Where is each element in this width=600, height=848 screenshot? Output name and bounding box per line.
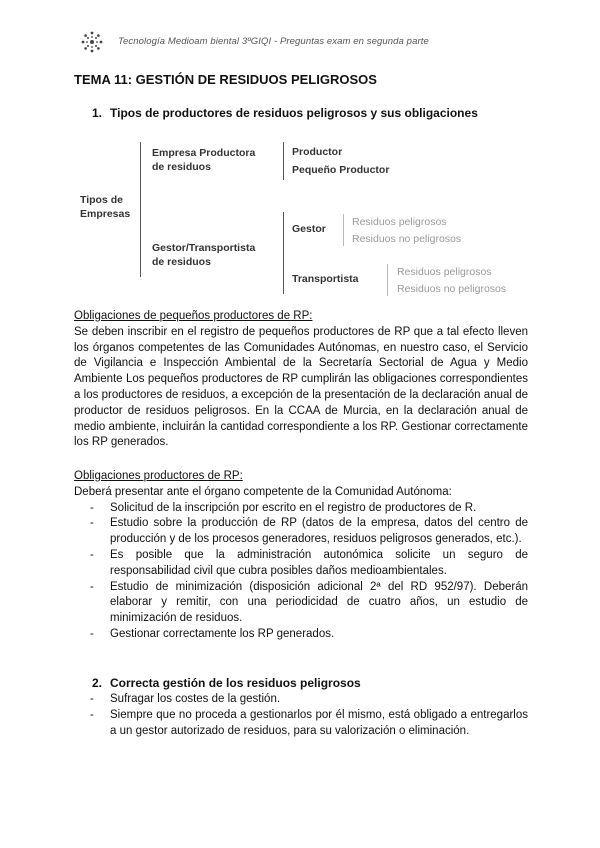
list-item-text: Es posible que la administración autonómica solicite un seguro de responsabilidad civil que cubra posibles daños medioambientales. bbox=[110, 548, 528, 577]
transp-rp-label: Residuos peligrosos bbox=[397, 266, 492, 278]
company-types-diagram bbox=[0, 0, 600, 310]
diagram-root-line1: Tipos de bbox=[80, 194, 123, 206]
list-item-text: Gestionar correctamente los RP generados. bbox=[110, 627, 335, 640]
gestor-label: Gestor bbox=[292, 223, 326, 235]
dash-marker: - bbox=[90, 501, 94, 514]
productora-line1: Empresa Productora bbox=[152, 147, 256, 159]
gestor-rnp-label: Residuos no peligrosos bbox=[352, 233, 462, 245]
section-2-number: 2. bbox=[92, 676, 103, 690]
list-item-text: Sufragar los costes de la gestión. bbox=[110, 693, 281, 705]
gestor-rp-label: Residuos peligrosos bbox=[352, 216, 447, 228]
pequeno-productor-label: Pequeño Productor bbox=[292, 164, 390, 176]
list-item bbox=[74, 580, 528, 627]
section-1-title: Tipos de productores de residuos peligrosos y sus obligaciones bbox=[110, 106, 478, 120]
pequenos-body: Se deben inscribir en el registro de pequeños productores de RP que a tal efecto lleven los órganos competentes de las Comunidades Autónomas, en nuestro caso, el Servicio de Vigilancia e Inspección Ambiental de la Secretaría Sectorial de Agua y Medio Ambiente Los pequeños productores de RP cumplirán las obligaciones correspondientes a los productores de residuos, a excepción de la presentación de la declaración anual de productor de residuos peligrosos. En la CCAA de Murcia, en la declaración anual de medio ambiente, incluirán la cantidad correspondiente a los RP. Gestionar correctamente los RP generados. bbox=[74, 325, 528, 449]
section-2-title: Correcta gestión de los residuos peligrosos bbox=[110, 676, 361, 690]
gestor-transportista-bracket bbox=[283, 212, 284, 294]
productora-line2: de residuos bbox=[152, 161, 211, 173]
page-title: TEMA 11: GESTIÓN DE RESIDUOS PELIGROSOS bbox=[74, 72, 377, 87]
list-item-text: Solicitud de la inscripción por escrito en el registro de productores de R. bbox=[110, 501, 477, 514]
list-item bbox=[74, 627, 528, 643]
list-item bbox=[74, 548, 528, 580]
transportista-bracket bbox=[387, 264, 388, 296]
pequenos-section bbox=[74, 309, 528, 451]
gestor-transportista-line1: Gestor/Transportista bbox=[152, 242, 256, 254]
pequenos-heading: Obligaciones de pequeños productores de RP: bbox=[74, 310, 313, 322]
list-item bbox=[74, 516, 528, 548]
transportista-label: Transportista bbox=[292, 273, 359, 285]
dash-marker: - bbox=[90, 517, 94, 530]
section-2-body bbox=[74, 692, 528, 739]
productor-label: Productor bbox=[292, 146, 343, 158]
productora-bracket bbox=[283, 142, 284, 180]
dash-marker: - bbox=[90, 627, 94, 640]
list-item bbox=[74, 692, 528, 708]
gestor-bracket bbox=[343, 214, 344, 246]
list-item-text: Siempre que no proceda a gestionarlos por él mismo, está obligado a entregarlos a un gestor autorizado de residuos, para su valorización o eliminación. bbox=[110, 708, 528, 737]
running-header: Tecnología Medioam biental 3ºGIQI - Preguntas exam en segunda parte bbox=[118, 36, 429, 47]
section-1-number: 1. bbox=[92, 106, 103, 120]
dash-marker: - bbox=[90, 708, 94, 721]
productores-list bbox=[74, 501, 528, 643]
list-item bbox=[74, 708, 528, 740]
list-item bbox=[74, 501, 528, 517]
dash-marker: - bbox=[90, 548, 94, 561]
productores-heading: Obligaciones productores de RP: bbox=[74, 470, 243, 482]
section-2-list bbox=[74, 692, 528, 739]
list-item-text: Estudio de minimización (disposición adicional 2ª del RD 952/97). Deberán elaborar y remitir, con una periodicidad de cuatro años, un estudio de minimización de residuos. bbox=[110, 580, 528, 625]
gestor-transportista-line2: de residuos bbox=[152, 256, 211, 268]
productores-section bbox=[74, 469, 528, 643]
dash-marker: - bbox=[90, 693, 94, 705]
productores-intro: Deberá presentar ante el órgano competente de la Comunidad Autónoma: bbox=[74, 485, 452, 498]
section-2-heading bbox=[92, 676, 361, 690]
diagram-root-line2: Empresas bbox=[80, 208, 131, 220]
list-item-text: Estudio sobre la producción de RP (datos de la empresa, datos del centro de producción y de los procesos generadores, residuos peligrosos generados, etc.). bbox=[110, 517, 528, 546]
dash-marker: - bbox=[90, 580, 94, 593]
transp-rnp-label: Residuos no peligrosos bbox=[397, 283, 507, 295]
root-bracket bbox=[140, 142, 141, 277]
